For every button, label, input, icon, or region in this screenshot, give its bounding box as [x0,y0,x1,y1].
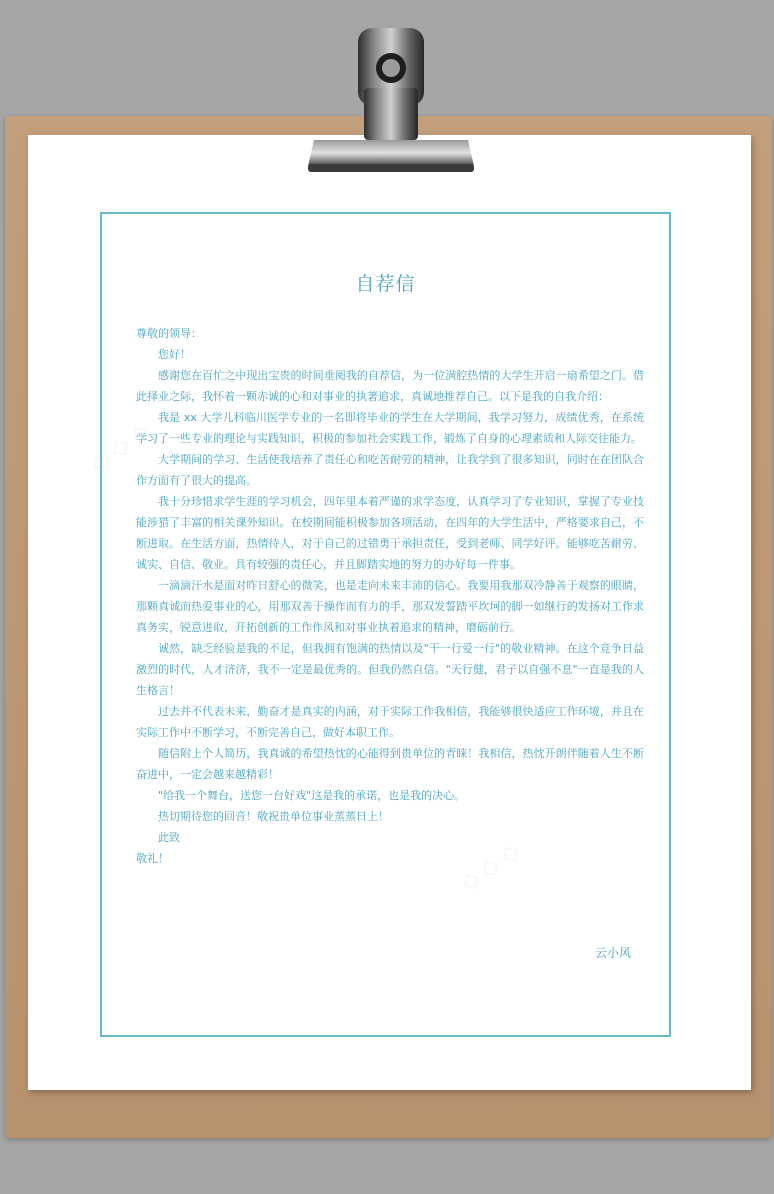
salutation: 尊敬的领导： [136,327,202,340]
watermark: ◇ ◇ ◇ [456,838,525,897]
letter-paper [28,135,751,1090]
binder-clip-icon [306,28,476,178]
greeting-paragraph: 您好！ [158,348,191,361]
letter-body [136,323,644,869]
watermark: ◇ ◇ ◇ [86,418,155,477]
letter-paragraph: 一滴滴汗水是面对昨日舒心的微笑，也是走向未来丰沛的信心。我要用我那双冷静善于观察的眼睛，那颗真诚而热爱事业的心，用那双善于操作而有力的手，那双发誓踏平坎坷的脚一如继行的发扬对工作求真务实，锐意进取，开拓创新的工作作风和对事业执着追求的精神，磨砺前行。 [136,579,644,634]
letter-title: 自荐信 [355,273,416,295]
letter-paragraph: 诚然，缺乏经验是我的不足，但我拥有饱满的热情以及"干一行爱一行"的敬业精神。在这个竞争日益激烈的时代，人才济济，我不一定是最优秀的。但我仍然自信。"天行健，君子以自强不息"一直是我的人生格言！ [136,642,644,697]
letter-paragraph: 我十分珍惜求学生涯的学习机会，四年里本着严谨的求学态度，认真学习了专业知识，掌握了专业技能涉猎了丰富的相关课外知识。在校期间能积极参加各项活动，在四年的大学生活中，严格要求自己，不断进取。在生活方面，热情待人，对于自己的过错勇于承担责任，受到老师、同学好评。能够吃苦耐劳、诚实、自信、敬业。具有较强的责任心，并且脚踏实地的努力的办好每一件事。 [136,495,644,571]
letter-paragraph: 感谢您在百忙之中现出宝贵的时间垂阅我的自荐信，为一位满腔热情的大学生开启一扇希望之门。借此择业之际，我怀着一颗赤诚的心和对事业的执著追求，真诚地推荐自己。以下是我的自我介绍： [136,369,644,403]
letter-paragraph: 我是 xx 大学儿科临川医学专业的一名即将毕业的学生在大学期间，我学习努力，成绩优秀，在系统学习了一些专业的理论与实践知识，积极的参加社会实践工作，锻炼了自身的心理素质和人际交往能力。 [136,411,644,445]
signature: 云小风 [594,946,631,960]
closing-phrase: 此致 [158,831,180,844]
letter-frame [100,212,671,1037]
letter-paragraph: "给我一个舞台，送您一台好戏"这是我的承诺，也是我的决心。 [158,789,466,802]
closing-salute: 敬礼！ [136,852,169,865]
letter-paragraph: 大学期间的学习、生活使我培养了责任心和吃苦耐劳的精神，让我学到了很多知识，同时在在团队合作方面有了很大的提高。 [136,453,644,487]
letter-paragraph: 热切期待您的回音！敬祝贵单位事业蒸蒸日上！ [158,810,389,823]
letter-paragraph: 过去并不代表未来，勤奋才是真实的内涵，对于实际工作我相信，我能够很快适应工作环境，并且在实际工作中不断学习，不断完善自己，做好本职工作。 [136,705,644,739]
letter-paragraph: 随信附上个人简历，我真诚的希望热忱的心能得到贵单位的青睐！我相信，热忱开朗伴随着人生不断奋进中，一定会越来越精彩！ [136,747,644,781]
